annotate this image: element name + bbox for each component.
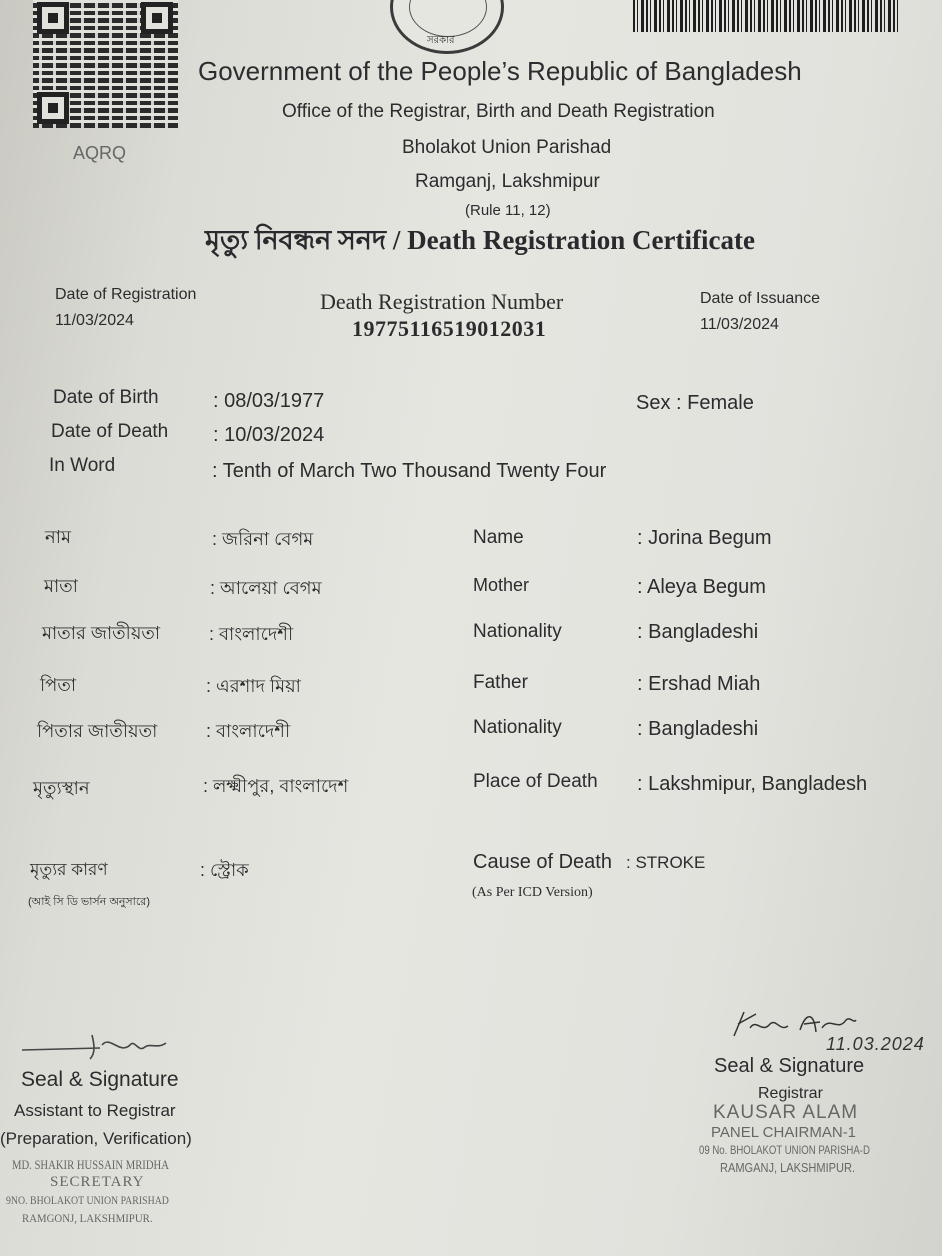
bn-place-label: মৃত্যুস্থান: [33, 778, 90, 798]
left-stamp-location: RAMGONJ, LAKSHMIPUR.: [22, 1211, 153, 1225]
father-nationality-label: Nationality: [473, 717, 562, 738]
qr-code: [33, 0, 178, 128]
in-word-label: In Word: [49, 455, 116, 476]
right-stamp-location: RAMGANJ, LAKSHMIPUR.: [720, 1160, 856, 1175]
bn-name-label: নাম: [45, 527, 71, 547]
left-signature: [20, 1025, 180, 1065]
seal-text: সরকার: [427, 35, 455, 46]
left-seal-title: Seal & Signature: [21, 1068, 179, 1091]
date-of-registration-label: Date of Registration: [55, 286, 197, 303]
bn-cause-sub: (আই সি ডি ভার্সন অনুসারে): [28, 896, 150, 908]
bn-mother-label: মাতা: [44, 576, 78, 596]
left-stamp-union: 9NO. BHOLAKOT UNION PARISHAD: [6, 1193, 169, 1207]
right-handwritten-date: 11.03.2024: [826, 1034, 925, 1054]
bn-father-label: পিতা: [40, 675, 77, 695]
mother-value: : Aleya Begum: [637, 576, 766, 598]
barcode: [633, 0, 898, 32]
father-nationality-value: : Bangladeshi: [637, 718, 759, 740]
right-stamp-name: KAUSAR ALAM: [713, 1102, 859, 1123]
bn-father-value: : এরশাদ মিয়া: [206, 676, 301, 696]
dod-value: : 10/03/2024: [213, 424, 325, 446]
location: Ramganj, Lakshmipur: [415, 171, 600, 192]
bn-cause-value: : স্ট্রোক: [200, 860, 249, 880]
bn-father-nationality-value: : বাংলাদেশী: [206, 721, 291, 741]
father-label: Father: [473, 672, 528, 693]
left-role2: (Preparation, Verification): [0, 1129, 192, 1148]
government-seal: [390, 0, 504, 54]
mother-nationality-label: Nationality: [473, 621, 562, 642]
bn-mother-nationality-label: মাতার জাতীয়তা: [42, 623, 161, 643]
bn-place-value: : লক্ষ্মীপুর, বাংলাদেশ: [203, 776, 349, 796]
certificate-title: মৃত্যু নিবন্ধন সনদ / Death Registration Certificate: [205, 225, 755, 255]
name-value: : Jorina Begum: [637, 527, 772, 549]
cause-label: Cause of Death: [473, 851, 612, 873]
right-role: Registrar: [758, 1085, 823, 1102]
name-label: Name: [473, 527, 524, 548]
cause-sub: (As Per ICD Version): [472, 885, 593, 900]
cause-value: : STROKE: [626, 853, 706, 872]
registration-number-label: Death Registration Number: [320, 289, 564, 314]
right-stamp-union: 09 No. BHOLAKOT UNION PARISHA-D: [699, 1143, 870, 1157]
bn-mother-nationality-value: : বাংলাদেশী: [209, 624, 294, 644]
qr-code-label: AQRQ: [73, 143, 127, 163]
bn-mother-value: : আলেয়া বেগম: [210, 578, 322, 598]
office-title: Office of the Registrar, Birth and Death Registration: [282, 101, 715, 122]
date-of-issuance-label: Date of Issuance: [700, 290, 821, 307]
bn-cause-label: মৃত্যুর কারণ: [30, 860, 108, 879]
in-word-value: : Tenth of March Two Thousand Twenty Four: [212, 460, 607, 482]
date-of-issuance: 11/03/2024: [700, 316, 779, 333]
right-stamp-role: PANEL CHAIRMAN-1: [711, 1124, 857, 1141]
government-title: Government of the People’s Republic of Bangladesh: [198, 56, 802, 86]
date-of-registration: 11/03/2024: [55, 312, 134, 329]
right-seal-title: Seal & Signature: [714, 1055, 865, 1077]
place-of-death-label: Place of Death: [473, 771, 598, 792]
left-role: Assistant to Registrar: [14, 1101, 176, 1120]
left-stamp-name: MD. SHAKIR HUSSAIN MRIDHA: [12, 1157, 169, 1172]
sex: Sex : Female: [636, 392, 754, 414]
rule: (Rule 11, 12): [465, 202, 551, 219]
dob-label: Date of Birth: [53, 387, 159, 408]
left-stamp-role: SECRETARY: [50, 1174, 145, 1190]
bn-name-value: : জরিনা বেগম: [212, 529, 314, 549]
dob-value: : 08/03/1977: [213, 390, 325, 412]
bn-father-nationality-label: পিতার জাতীয়তা: [37, 721, 158, 741]
father-value: : Ershad Miah: [637, 673, 761, 695]
mother-label: Mother: [473, 575, 530, 595]
mother-nationality-value: : Bangladeshi: [637, 621, 759, 643]
place-of-death-value: : Lakshmipur, Bangladesh: [637, 773, 868, 795]
registration-number: 19775116519012031: [352, 316, 547, 341]
union-name: Bholakot Union Parishad: [402, 137, 612, 158]
dod-label: Date of Death: [51, 421, 169, 442]
